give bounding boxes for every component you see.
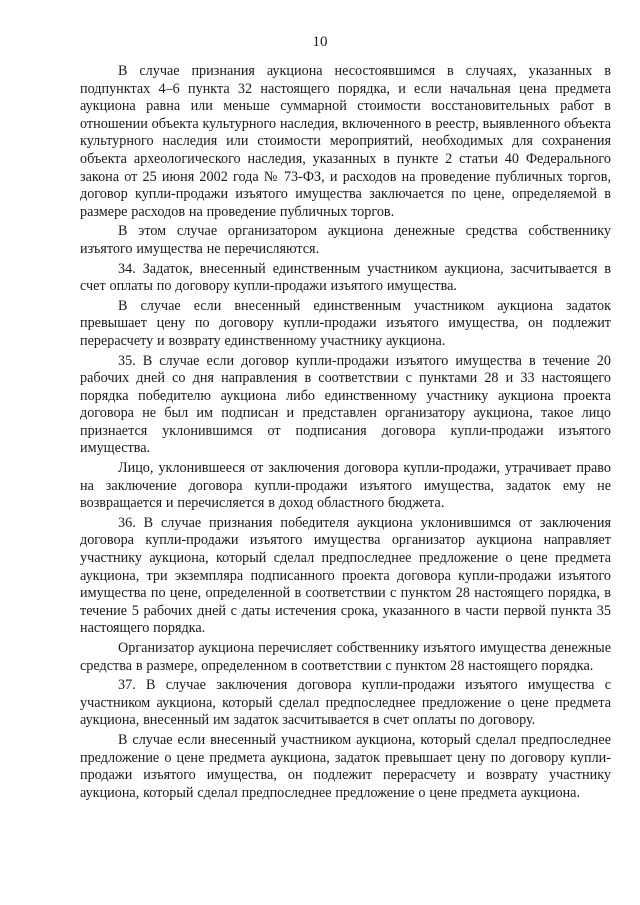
document-body xyxy=(80,63,611,802)
paragraph-item-34: 34. Задаток, внесенный единственным участником аукциона, засчитывается в счет оплаты по договору купли-продажи изъятого имущества. xyxy=(80,260,611,295)
page-number: 10 xyxy=(312,34,328,50)
paragraph-item-37: 37. В случае заключения договора купли-продажи изъятого имущества с участником аукциона, который сделал предпоследнее предложение о цене предмета аукциона, внесенный им задаток засчитывается в счет оплаты по договору. xyxy=(80,677,611,729)
paragraph-organizer-transfer: Организатор аукциона перечисляет собственнику изъятого имущества денежные средства в размере, определенном в соответствии с пунктом 28 настоящего порядка. xyxy=(80,640,611,674)
paragraph-auction-failed-price: В случае признания аукциона несостоявшимся в случаях, указанных в подпунктах 4–6 пункта 32 настоящего порядка, и если начальная цена предмета аукциона равна или меньше суммарной стоимости восстановительных работ в отношении объекта культурного наследия, включенного в реестр, выявленного объекта культурного наследия или стоимости мероприятий, необходимых для сохранения объекта археологического наследия, указанных в пункте 2 статьи 40 Федерального закона от 25 июня 2002 года № 73-ФЗ, и расходов на проведение публичных торгов, договор купли-продажи изъятого имущества заключается по цене, определяемой в размере расходов на проведение публичных торгов. xyxy=(80,63,611,220)
paragraph-deposit-refund: В случае если внесенный единственным участником аукциона задаток превышает цену по договору купли-продажи изъятого имущества, он подлежит перерасчету и возврату единственному участнику аукциона. xyxy=(80,297,611,349)
paragraph-no-funds-transfer: В этом случае организатором аукциона денежные средства собственнику изъятого имущества не перечисляются. xyxy=(80,223,611,257)
paragraph-item-36: 36. В случае признания победителя аукциона уклонившимся от заключения договора купли-продажи изъятого имущества организатор аукциона направляет участнику аукциона, который сделал предпоследнее предложение о цене предмета аукциона, три экземпляра подписанного проекта договора купли-продажи изъятого имущества по цене, определенной в соответствии с пунктом 28 настоящего порядка, в течение 5 рабочих дней с даты истечения срока, указанного в части первой пункта 35 настоящего порядка. xyxy=(80,514,611,637)
paragraph-second-bidder-refund: В случае если внесенный участником аукциона, который сделал предпоследнее предложение о цене предмета аукциона, задаток превышает цену по договору купли-продажи изъятого имущества, он подлежит перерасчету и возврату участнику аукциона, который сделал предпоследнее предложение о цене предмета аукциона. xyxy=(80,731,611,801)
paragraph-item-35: 35. В случае если договор купли-продажи изъятого имущества в течение 20 рабочих дней со дня направления в соответствии с пунктами 28 и 33 настоящего порядка победителю аукциона либо единственному участнику аукциона проекта договора не был им подписан и представлен организатору аукциона, такое лицо признается уклонившимся от подписания договора купли-продажи изъятого имущества. xyxy=(80,352,611,457)
paragraph-evading-person: Лицо, уклонившееся от заключения договора купли-продажи, утрачивает право на заключение договора купли-продажи изъятого имущества, задаток ему не возвращается и перечисляется в доход областного бюджета. xyxy=(80,460,611,512)
